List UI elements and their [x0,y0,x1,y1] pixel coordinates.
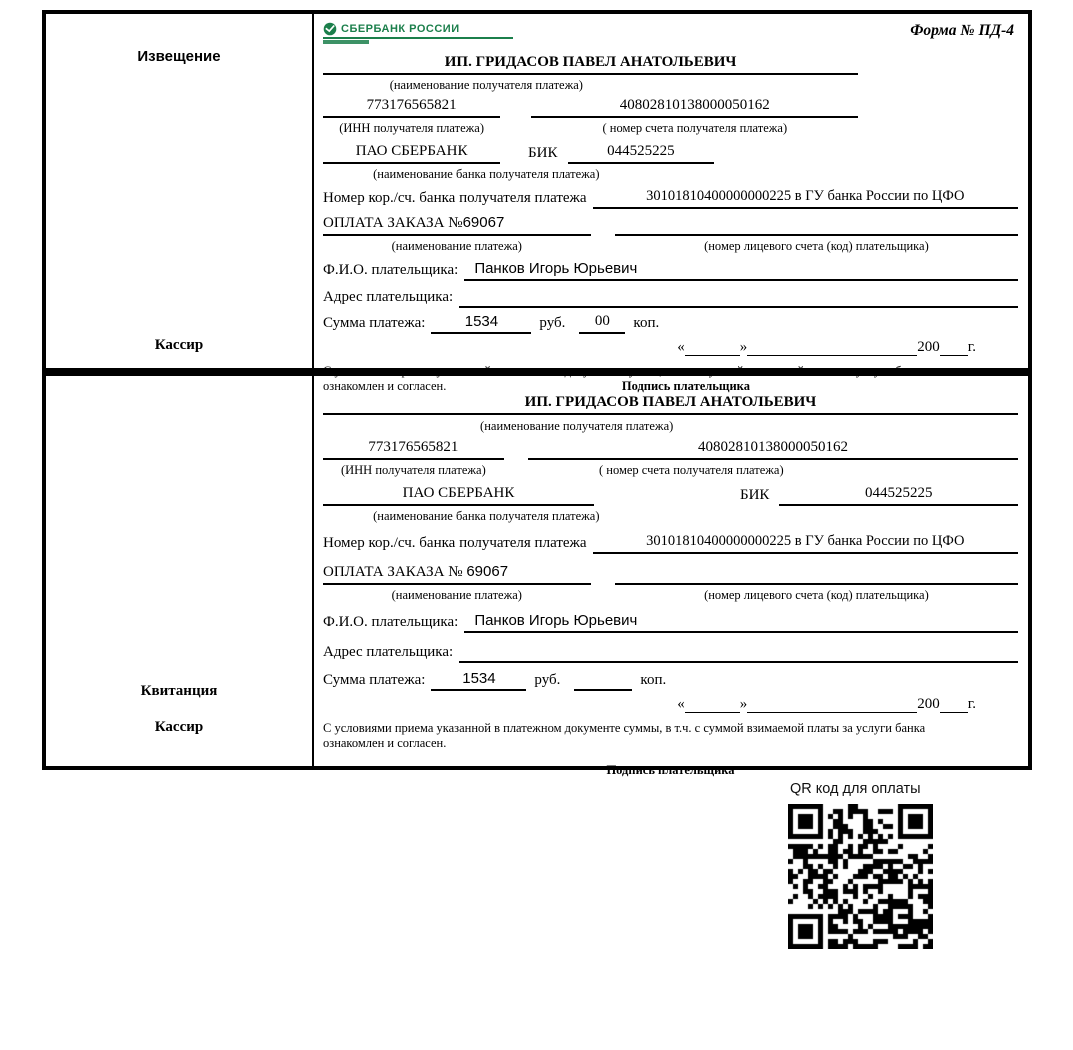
year-prefix-2: 200 [917,696,940,712]
caption-inn: (ИНН получателя платежа) [339,121,484,135]
sum-rub-value: 1534 [431,312,531,334]
sum-rub-value-2: 1534 [431,669,526,691]
payee-name: ИП. ГРИДАСОВ ПАВЕЛ АНАТОЛЬЕВИЧ [323,54,858,75]
caption-account-2: ( номер счета получателя платежа) [598,463,784,477]
caption-inn-2: (ИНН получателя платежа) [340,463,486,477]
caption-bank-2: (наименование банка получателя платежа) [373,509,600,523]
notice-main [314,14,1028,393]
payment-name-value: ОПЛАТА ЗАКАЗА № [323,215,463,231]
address-line-2 [459,641,1018,663]
agreement-line1-2: С условиями приема указанной в платежном документе суммы, в т.ч. с суммой взимаемой платы за услуги банка [323,721,926,735]
caption-personal-account: (номер лицевого счета (код) плательщика) [704,239,929,253]
agreement-text-2 [323,721,1018,751]
qr-label: QR код для оплаты [790,781,921,797]
receipt-label: Квитанция [140,683,218,699]
order-number-2: 69067 [466,563,509,580]
order-number: 69067 [462,214,505,231]
address-label: Адрес плательщика: [323,289,454,305]
caption-payee-2: (наименование получателя платежа) [480,419,674,433]
personal-account-line [615,214,1018,236]
caption-personal-account-2: (номер лицевого счета (код) плательщика) [704,588,929,602]
inn-value: 773176565821 [323,96,500,118]
address-label-2: Адрес плательщика: [323,644,454,660]
fio-value-2: Панков Игорь Юрьевич [464,611,1018,633]
fio-label-2: Ф.И.О. плательщика: [323,614,459,630]
caption-account: ( номер счета получателя платежа) [602,121,788,135]
fio-label: Ф.И.О. плательщика: [323,262,459,278]
year-prefix: 200 [917,339,940,355]
form-number: Форма № ПД-4 [910,22,1014,39]
notice-section [42,10,1032,393]
quote-open-2: « [677,696,685,712]
account-value: 40802810138000050162 [531,96,858,118]
sum-label: Сумма платежа: [323,315,426,331]
fio-value: Панков Игорь Юрьевич [464,259,1018,281]
bik-value-2: 044525225 [779,484,1018,506]
sberbank-logo [323,22,513,44]
sberbank-circle-icon [323,22,337,36]
notice-label: Извещение [137,48,221,65]
corr-account-value-2: 30101810400000000225 в ГУ банка России по ЦФО [593,532,1018,554]
cashier-label-2: Кассир [154,719,204,735]
caption-payee: (наименование получателя платежа) [389,78,583,92]
personal-account-line-2 [615,563,1018,585]
payee-name-2: ИП. ГРИДАСОВ ПАВЕЛ АНАТОЛЬЕВИЧ [323,394,1018,415]
caption-payment-2: (наименование платежа) [391,588,522,602]
signature-label-2: Подпись плательщика [606,763,735,777]
bank-name-value-2: ПАО СБЕРБАНК [323,484,594,506]
receipt-main [314,376,1028,777]
inn-value-2: 773176565821 [323,438,504,460]
agreement-line1: С условиями приема указанной в платежном документе суммы, в т.ч. с суммой взимаемой платы за услуги банка [323,364,926,378]
kop-label: коп. [633,315,660,331]
quote-open: « [677,339,685,355]
payment-form-pd4 [42,10,1032,777]
qr-code [788,804,933,949]
bank-name-value: ПАО СБЕРБАНК [323,142,500,164]
sum-kop-value-2 [574,688,632,691]
corr-account-value: 30101810400000000225 в ГУ банка России по ЦФО [593,187,1018,209]
caption-bank: (наименование банка получателя платежа) [373,167,600,181]
year-suffix: г. [967,339,976,355]
receipt-section [42,372,1032,777]
address-line [459,286,1018,308]
notice-side-column [46,14,314,368]
agreement-line2: ознакомлен и согласен. [323,379,447,393]
sum-label-2: Сумма платежа: [323,672,426,688]
qr-block [788,781,948,949]
receipt-side-column [46,376,314,766]
payment-name-value-2: ОПЛАТА ЗАКАЗА № [323,564,467,580]
signature-label: Подпись плательщика [621,379,750,393]
account-value-2: 40802810138000050162 [528,438,1018,460]
bik-label-2: БИК [739,487,770,503]
corr-account-label: Номер кор./сч. банка получателя платежа [323,190,587,206]
sberbank-logo-text: СБЕРБАНК РОССИИ [341,23,460,35]
kop-label-2: коп. [640,672,667,688]
date-line-2 [323,696,1018,713]
date-line [323,339,1018,356]
year-suffix-2: г. [967,696,976,712]
bik-value: 044525225 [568,142,714,164]
corr-account-label-2: Номер кор./сч. банка получателя платежа [323,535,587,551]
rub-label: руб. [539,315,566,331]
sberbank-tagline [323,40,369,44]
bik-label: БИК [528,145,558,161]
caption-payment: (наименование платежа) [391,239,522,253]
agreement-line2-2: ознакомлен и согласен. [323,736,447,750]
cashier-label: Кассир [154,337,204,353]
rub-label-2: руб. [534,672,561,688]
quote-close: » [739,339,748,355]
sum-kop-value: 00 [579,312,625,334]
quote-close-2: » [739,696,748,712]
